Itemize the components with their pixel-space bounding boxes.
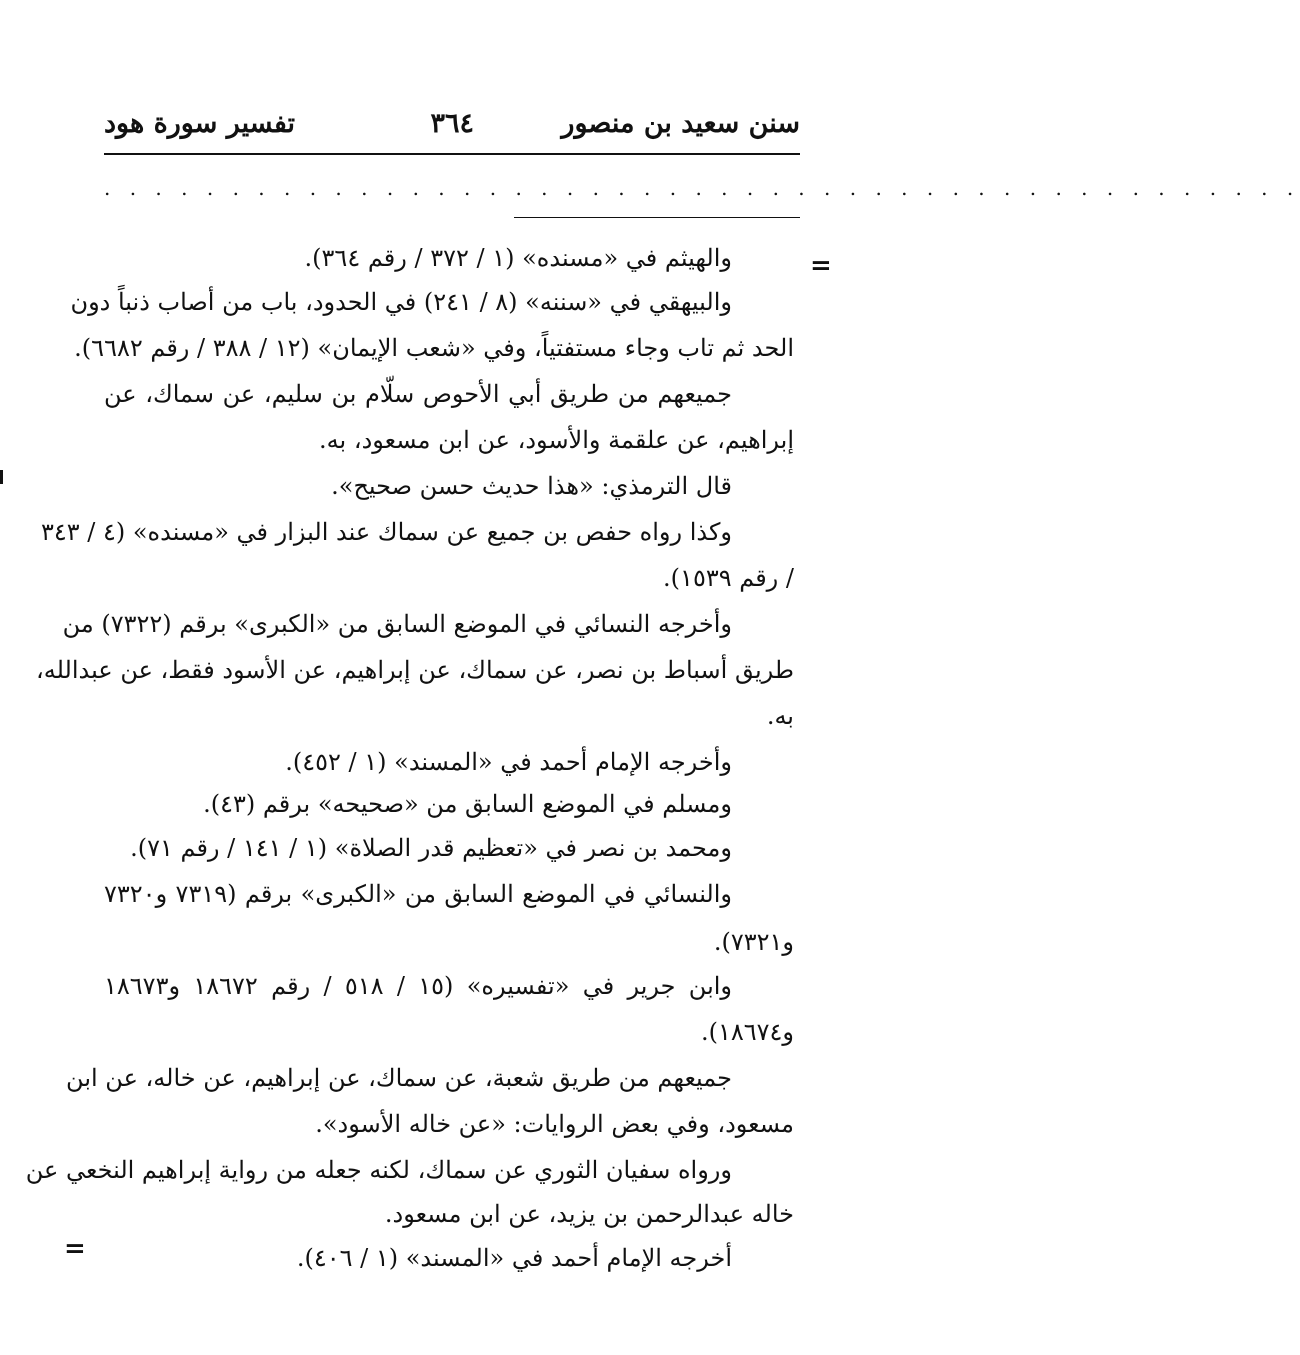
continuation-mark: = (810, 251, 832, 281)
text-line: والبيهقي في «سننه» (٨ / ٢٤١) في الحدود، باب من أصاب ذنباً دون (70, 288, 732, 316)
text-line: جميعهم من طريق أبي الأحوص سلّام بن سليم، عن سماك، عن (104, 380, 732, 408)
text-line: أخرجه الإمام أحمد في «المسند» (١ / ٤٠٦). (296, 1244, 732, 1272)
dotted-separator: . . . . . . . . . . . . . . . . . . . . . . . . . . . . . . . . . . . . . . . . . . . . . . . (104, 176, 1300, 200)
text-line: والنسائي في الموضع السابق من «الكبرى» برقم (٧٣١٩ و٧٣٢٠ (104, 880, 733, 908)
text-line: طريق أسباط بن نصر، عن سماك، عن إبراهيم، عن الأسود فقط، عن عبدالله، (36, 656, 794, 684)
margin-tick (0, 470, 3, 484)
header-rule (104, 153, 800, 155)
text-line: الحد ثم تاب وجاء مستفتياً، وفي «شعب الإيمان» (١٢ / ٣٨٨ / رقم ٦٦٨٢). (74, 334, 794, 362)
footnote-rule (514, 217, 800, 218)
text-line: و١٨٦٧٤). (700, 1018, 794, 1046)
continuation-mark: = (64, 1234, 86, 1264)
text-line: خاله عبدالرحمن بن يزيد، عن ابن مسعود. (384, 1200, 794, 1228)
text-line: إبراهيم، عن علقمة والأسود، عن ابن مسعود، به. (319, 426, 794, 454)
text-line: و٧٣٢١). (713, 928, 794, 956)
text-line: وكذا رواه حفص بن جميع عن سماك عند البزار في «مسنده» (٤ / ٣٤٣ (40, 518, 732, 546)
text-line: والهيثم في «مسنده» (١ / ٣٧٢ / رقم ٣٦٤). (304, 244, 732, 272)
running-header (104, 108, 800, 154)
text-line: وأخرجه الإمام أحمد في «المسند» (١ / ٤٥٢). (285, 748, 732, 776)
text-line: ومسلم في الموضع السابق من «صحيحه» برقم (٤٣). (203, 790, 732, 818)
text-line: / رقم ١٥٣٩). (663, 564, 794, 592)
page-number: ٣٦٤ (430, 108, 474, 139)
text-line: مسعود، وفي بعض الروايات: «عن خاله الأسود». (315, 1110, 794, 1138)
text-line: ومحمد بن نصر في «تعظيم قدر الصلاة» (١ / ١٤١ / رقم ٧١). (130, 834, 732, 862)
section-title: تفسير سورة هود (104, 108, 296, 139)
text-line: وأخرجه النسائي في الموضع السابق من «الكبرى» برقم (٧٣٢٢) من (62, 610, 732, 638)
text-line: ورواه سفيان الثوري عن سماك، لكنه جعله من رواية إبراهيم النخعي عن (25, 1156, 732, 1184)
text-line: جميعهم من طريق شعبة، عن سماك، عن إبراهيم، عن خاله، عن ابن (66, 1064, 732, 1092)
text-line: قال الترمذي: «هذا حديث حسن صحيح». (331, 472, 732, 500)
book-title: سنن سعيد بن منصور (561, 108, 800, 139)
text-line: وابن جرير في «تفسيره» (١٥ / ٥١٨ / رقم ١٨٦٧٢ و١٨٦٧٣ (104, 972, 733, 1000)
text-line: به. (766, 702, 794, 730)
